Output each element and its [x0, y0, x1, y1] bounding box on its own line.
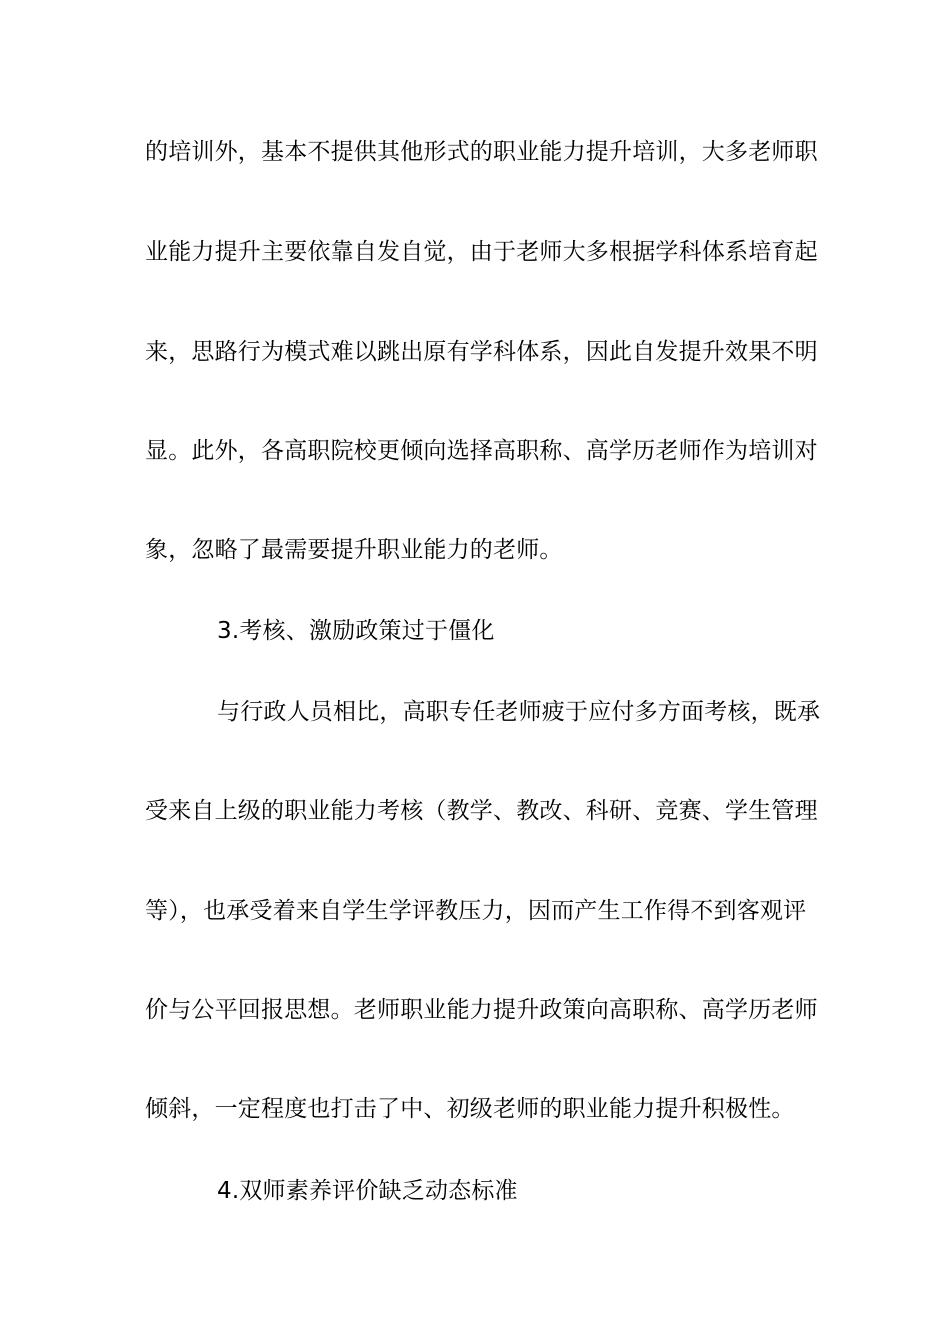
paragraph-line: 业能力提升主要依靠自发自觉，由于老师大多根据学科体系培育起	[145, 239, 818, 265]
paragraph-line: 的培训外，基本不提供其他形式的职业能力提升培训，大多老师职	[145, 139, 818, 165]
paragraph-line: 与行政人员相比，高职专任老师疲于应付多方面考核，既承	[217, 699, 821, 725]
section-heading: 4.双师素养评价缺乏动态标准	[217, 1178, 518, 1204]
paragraph-line: 象，忽略了最需要提升职业能力的老师。	[145, 537, 563, 563]
paragraph-line: 倾斜，一定程度也打击了中、初级老师的职业能力提升积极性。	[145, 1096, 795, 1122]
paragraph-line: 受来自上级的职业能力考核（教学、教改、科研、竞赛、学生管理	[145, 798, 818, 824]
paragraph-line: 等），也承受着来自学生学评教压力，因而产生工作得不到客观评	[145, 898, 807, 924]
paragraph-line: 显。此外，各高职院校更倾向选择高职称、高学历老师作为培训对	[145, 438, 818, 464]
paragraph-line: 来，思路行为模式难以跳出原有学科体系，因此自发提升效果不明	[145, 339, 818, 365]
section-heading: 3.考核、激励政策过于僵化	[217, 618, 495, 644]
paragraph-line: 价与公平回报思想。老师职业能力提升政策向高职称、高学历老师	[145, 997, 818, 1023]
